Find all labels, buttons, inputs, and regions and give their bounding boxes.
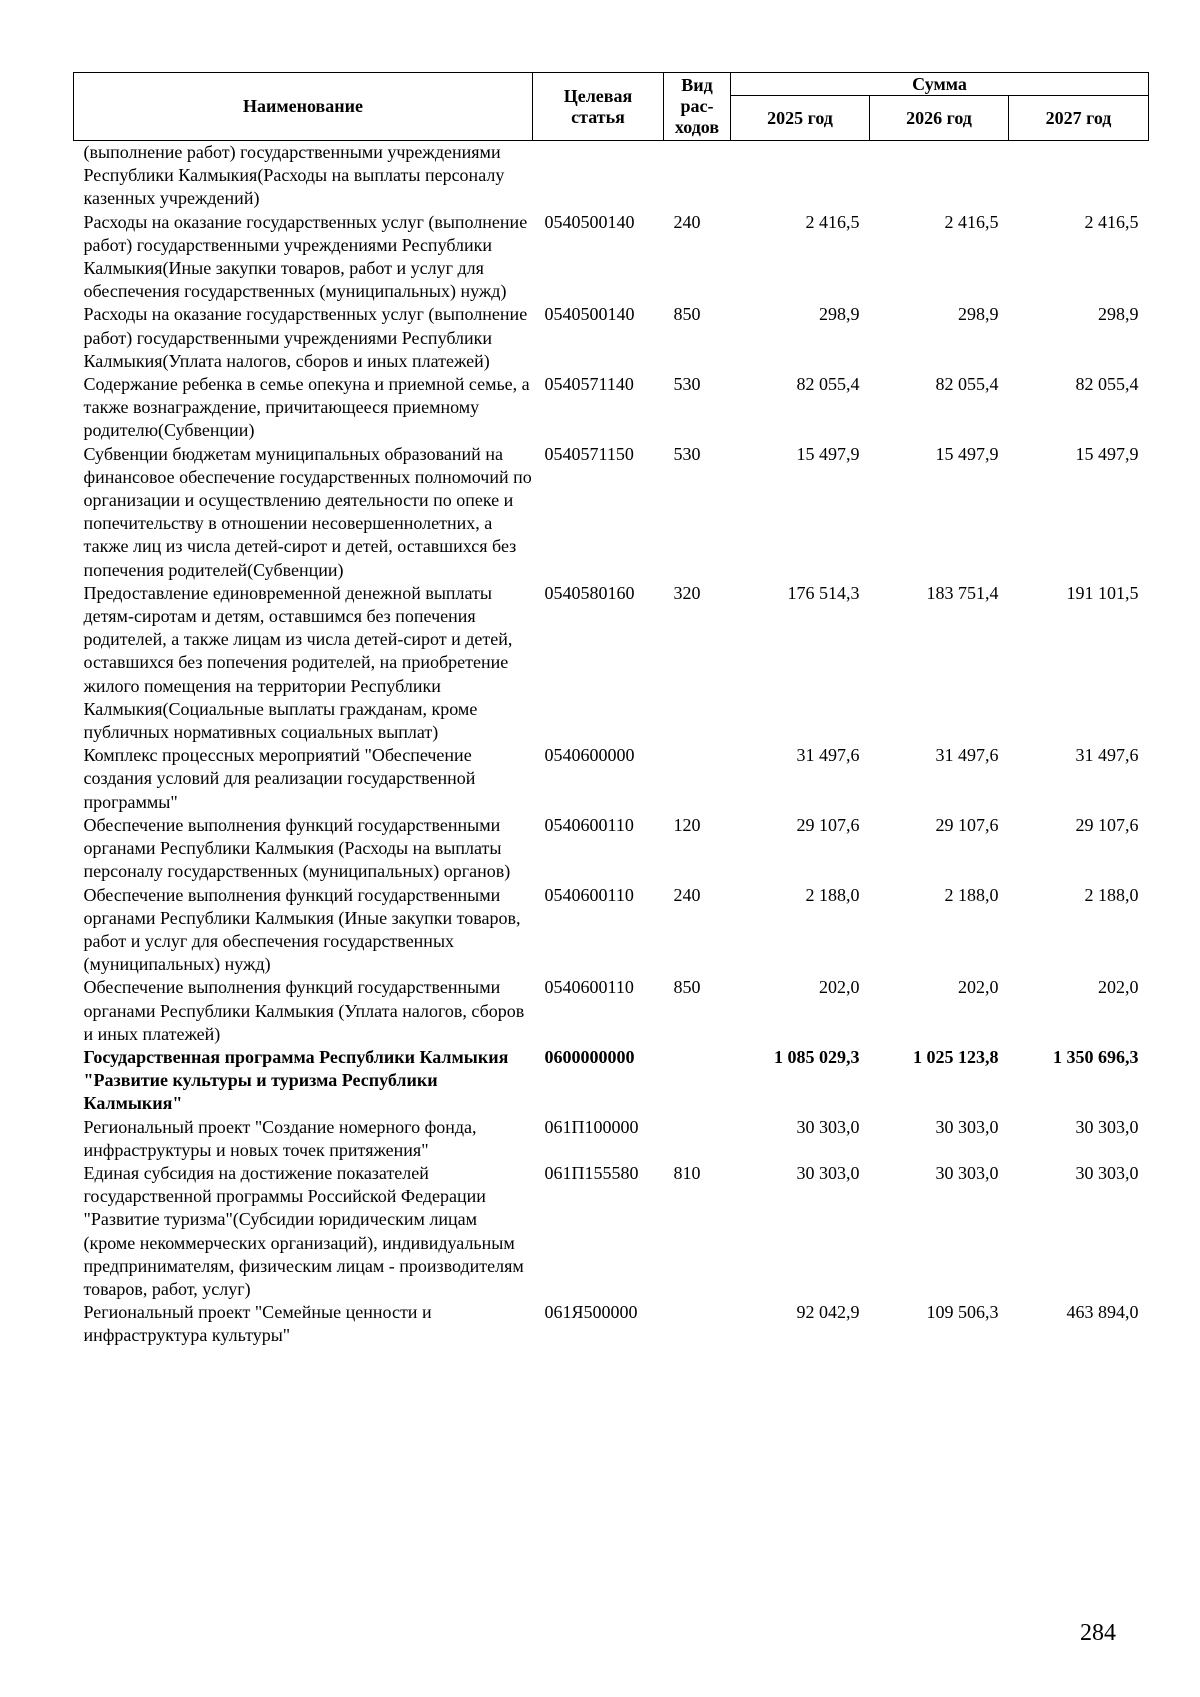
cell-2027: 2 416,5 <box>1084 211 1139 232</box>
table-row <box>74 976 1149 1046</box>
cell-code <box>533 141 664 211</box>
cell-code: 0540580160 <box>544 582 635 603</box>
cell-vid: 530 <box>673 374 701 395</box>
header-name: Наименование <box>74 73 533 141</box>
cell-2025: 15 497,9 <box>796 443 860 464</box>
cell-code: 0540600110 <box>544 884 634 905</box>
cell-code: 0540600110 <box>544 814 634 835</box>
cell-2025: 176 514,3 <box>787 582 860 603</box>
cell-2026: 2 188,0 <box>944 884 999 905</box>
cell-vid <box>664 141 731 211</box>
cell-2025: 29 107,6 <box>796 814 860 835</box>
cell-name: Расходы на оказание государственных услуг (выполнение работ) государственными учреждениями Республики Калмыкия(Уплата налогов, сборов и иных платежей) <box>83 304 528 371</box>
cell-code: 0540571140 <box>544 374 634 395</box>
cell-code: 0540500140 <box>544 304 635 325</box>
cell-code: 061Я500000 <box>544 1302 638 1323</box>
header-code: Целевая статья <box>533 73 664 141</box>
cell-vid: 120 <box>673 814 701 835</box>
cell-2026 <box>870 141 1009 211</box>
table-row <box>74 884 1149 977</box>
cell-vid: 320 <box>673 582 701 603</box>
cell-2025: 2 416,5 <box>805 211 860 232</box>
cell-vid <box>664 1301 731 1347</box>
cell-2025: 30 303,0 <box>796 1162 860 1183</box>
cell-2026: 15 497,9 <box>935 443 999 464</box>
cell-2026: 31 497,6 <box>935 745 999 766</box>
cell-2026: 202,0 <box>958 977 999 998</box>
cell-code: 0540571150 <box>544 443 634 464</box>
cell-name: Обеспечение выполнения функций государственными органами Республики Калмыкия (Расходы на выплаты персоналу государственных (муниципальных) органов) <box>83 814 511 882</box>
cell-vid <box>664 1116 731 1162</box>
cell-vid: 850 <box>673 977 701 998</box>
cell-name: Региональный проект "Создание номерного фонда, инфраструктуры и новых точек притяжения" <box>83 1116 477 1160</box>
cell-name: Субвенции бюджетам муниципальных образований на финансовое обеспечение государственных полномочий по организации и осуществлению деятельности по опеке и попечительству в отношении несовершеннолетних, а также лиц из числа детей-сирот и детей, оставшихся без попечения родителей(Субвенции) <box>83 443 532 580</box>
table-row <box>74 443 1149 582</box>
cell-name: Предоставление единовременной денежной выплаты детям-сиротам и детям, оставшимся без попечения родителей, а также лицам из числа детей-сирот и детей, оставшихся без попечения родителей, на приобретение жилого помещения на территории Республики Калмыкия(Социальные выплаты гражданам, кроме публичных нормативных социальных выплат) <box>83 582 513 743</box>
cell-code: 0600000000 <box>544 1046 635 1067</box>
cell-2026: 298,9 <box>958 304 999 325</box>
page-number: 284 <box>1080 1620 1116 1646</box>
cell-2027: 463 894,0 <box>1066 1302 1139 1323</box>
cell-2025: 202,0 <box>819 977 860 998</box>
cell-2027: 202,0 <box>1098 977 1139 998</box>
cell-vid <box>664 1046 731 1116</box>
cell-name: Единая субсидия на достижение показателей государственной программы Российской Федерации "Развитие туризма"(Субсидии юридическим лицам (кроме некоммерческих организаций), индивидуальным предпринимателям, физическим лицам - производителям товаров, работ, услуг) <box>83 1162 524 1299</box>
cell-2026: 29 107,6 <box>935 814 999 835</box>
cell-2025 <box>731 141 870 211</box>
header-year-2027: 2027 год <box>1009 96 1149 141</box>
cell-2027: 29 107,6 <box>1075 814 1139 835</box>
cell-2026: 109 506,3 <box>926 1302 999 1323</box>
cell-code: 0540500140 <box>544 211 635 232</box>
cell-2027: 30 303,0 <box>1075 1162 1139 1183</box>
cell-2025: 31 497,6 <box>796 745 860 766</box>
cell-2026: 1 025 123,8 <box>913 1046 999 1067</box>
cell-2027: 82 055,4 <box>1075 374 1139 395</box>
cell-2026: 30 303,0 <box>935 1162 999 1183</box>
cell-code: 061П155580 <box>544 1162 639 1183</box>
table-row <box>74 211 1149 304</box>
cell-2025: 2 188,0 <box>805 884 860 905</box>
table-body <box>74 141 1149 1348</box>
cell-code: 0540600110 <box>544 977 634 998</box>
table-header <box>74 73 1149 141</box>
cell-vid: 240 <box>673 211 701 232</box>
header-year-2026: 2026 год <box>870 96 1009 141</box>
table-row <box>74 582 1149 744</box>
cell-name: (выполнение работ) государственными учреждениями Республики Калмыкия(Расходы на выплаты персоналу казенных учреждений) <box>83 142 505 209</box>
cell-2026: 82 055,4 <box>935 374 999 395</box>
header-year-2025: 2025 год <box>731 96 870 141</box>
cell-name: Региональный проект "Семейные ценности и инфраструктура культуры" <box>83 1302 432 1346</box>
cell-2027: 15 497,9 <box>1075 443 1139 464</box>
header-vid: Вид рас-ходов <box>664 73 731 141</box>
cell-name: Расходы на оказание государственных услуг (выполнение работ) государственными учреждениями Республики Калмыкия(Иные закупки товаров, работ и услуг для обеспечения государственных (муниципальных) нужд) <box>83 211 528 302</box>
document-page <box>73 72 1148 1348</box>
cell-2025: 298,9 <box>819 304 860 325</box>
cell-2027: 31 497,6 <box>1075 745 1139 766</box>
cell-2027: 298,9 <box>1098 304 1139 325</box>
cell-2027: 1 350 696,3 <box>1053 1046 1139 1067</box>
cell-code: 061П100000 <box>544 1116 639 1137</box>
cell-name: Государственная программа Республики Калмыкия "Развитие культуры и туризма Республики Калмыкия" <box>83 1046 509 1114</box>
cell-code: 0540600000 <box>544 745 635 766</box>
cell-vid <box>664 744 731 814</box>
table-row <box>74 1301 1149 1347</box>
cell-name: Обеспечение выполнения функций государственными органами Республики Калмыкия (Иные закупки товаров, работ и услуг для обеспечения государственных (муниципальных) нужд) <box>83 884 521 975</box>
cell-2027: 2 188,0 <box>1084 884 1139 905</box>
table-row <box>74 744 1149 814</box>
cell-2026: 30 303,0 <box>935 1116 999 1137</box>
table-row <box>74 373 1149 443</box>
cell-vid: 530 <box>673 443 701 464</box>
table-row <box>74 1046 1149 1116</box>
header-sum: Сумма <box>731 73 1149 96</box>
table-row <box>74 303 1149 373</box>
cell-2025: 82 055,4 <box>796 374 860 395</box>
cell-vid: 240 <box>673 884 701 905</box>
cell-2027 <box>1009 141 1149 211</box>
cell-2026: 183 751,4 <box>926 582 999 603</box>
cell-vid: 850 <box>673 304 701 325</box>
cell-2025: 30 303,0 <box>796 1116 860 1137</box>
cell-name: Обеспечение выполнения функций государственными органами Республики Калмыкия (Уплата налогов, сборов и иных платежей) <box>83 977 525 1044</box>
budget-table <box>73 72 1149 1348</box>
cell-2026: 2 416,5 <box>944 211 999 232</box>
table-row <box>74 1162 1149 1301</box>
cell-2027: 30 303,0 <box>1075 1116 1139 1137</box>
table-row <box>74 141 1149 211</box>
cell-2025: 92 042,9 <box>796 1302 860 1323</box>
table-row <box>74 814 1149 884</box>
cell-2027: 191 101,5 <box>1066 582 1139 603</box>
cell-2025: 1 085 029,3 <box>774 1046 860 1067</box>
cell-name: Комплекс процессных мероприятий "Обеспечение создания условий для реализации государственной программы" <box>83 745 476 812</box>
cell-name: Содержание ребенка в семье опекуна и приемной семье, а также вознаграждение, причитающееся приемному родителю(Субвенции) <box>83 374 530 441</box>
table-row <box>74 1116 1149 1162</box>
cell-vid: 810 <box>673 1162 701 1183</box>
